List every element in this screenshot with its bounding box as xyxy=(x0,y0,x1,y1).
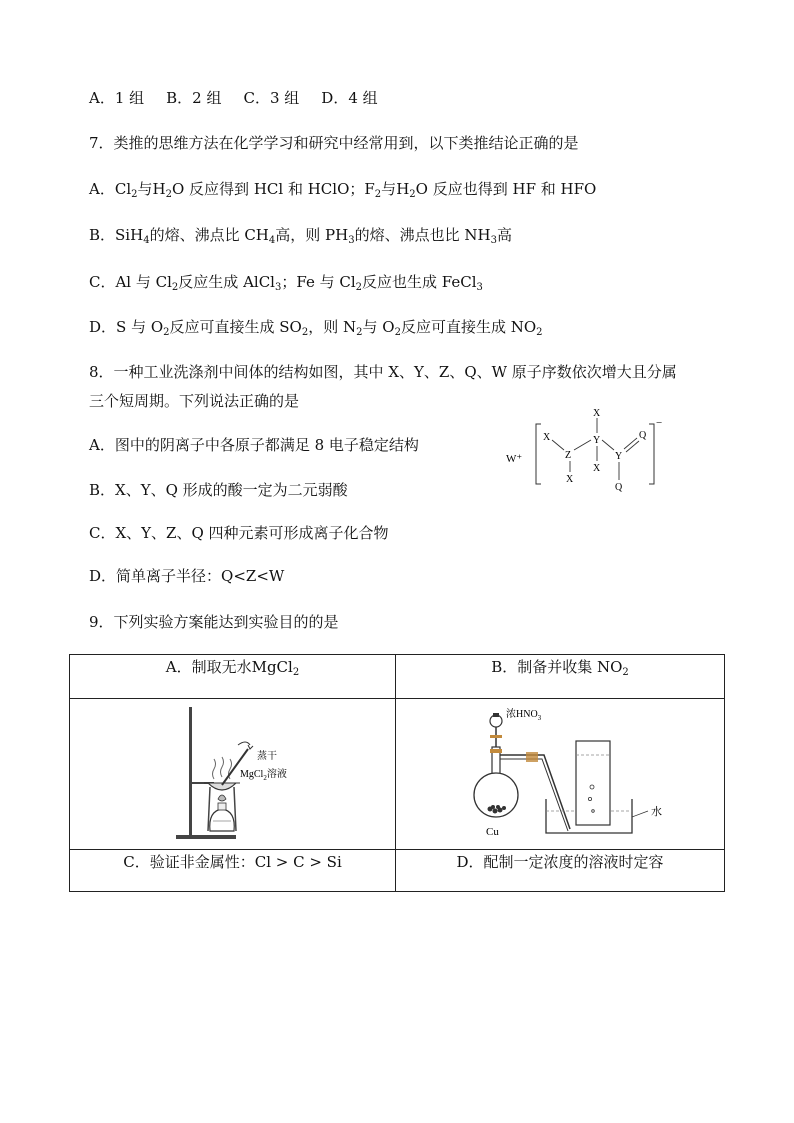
q6-option-b: B．2 组 xyxy=(166,89,222,107)
svg-text:浓HNO3 xyxy=(506,707,542,722)
svg-text:MgCl2溶液 xyxy=(240,767,287,782)
label-solution: 溶液 xyxy=(266,769,287,780)
q8-option-d: D．简单离子半径：Q<Z<W xyxy=(89,567,285,585)
q7-option-d: D．S 与 $O_2$反应可直接生成 $SO_2$，则 $N_2$与 $O_2$反应可直接生成 $NO_2$ xyxy=(89,318,543,338)
q9-cell-a-title: A．制取无水MgCl$_2$ xyxy=(70,655,396,699)
atom-x-below-y: X xyxy=(593,463,601,474)
label-mgcl: MgCl xyxy=(239,769,263,780)
atom-q-bottom: Q xyxy=(615,482,623,493)
label-cu: Cu xyxy=(486,826,499,838)
q8-stem-line1: 8．一种工业洗涤剂中间体的结构如图，其中 X、Y、Z、Q、W 原子序数依次增大且分属 xyxy=(89,363,677,381)
q6-option-a: A．1 组 xyxy=(89,89,145,107)
q7-stem: 7．类推的思维方法在化学学习和研究中经常用到，以下类推结论正确的是 xyxy=(89,134,579,152)
label-hno3-sub: 3 xyxy=(537,714,542,722)
label-water: 水 xyxy=(651,806,662,818)
q9-cell-d-title: D．配制一定浓度的溶液时定容 xyxy=(396,850,725,892)
atom-q-top: Q xyxy=(639,430,647,441)
atom-y-center: Y xyxy=(593,435,601,446)
q9-cell-c-title: C．验证非金属性：Cl > C > Si xyxy=(70,850,396,892)
evaporation-apparatus-figure xyxy=(72,699,394,845)
q9-cell-b-title: B．制备并收集 $NO_2$ xyxy=(396,655,725,699)
q6-option-c: C．3 组 xyxy=(243,89,300,107)
cation-w: W⁺ xyxy=(506,453,523,465)
atom-z: Z xyxy=(565,450,572,461)
atom-y-right: Y xyxy=(615,451,623,462)
q7-option-b: B．SiH$_4$的熔、沸点比 $CH_4$高，则 $PH_3$的熔、沸点也比 $NH_3$高 xyxy=(89,226,512,246)
label-evaporate: 蒸干 xyxy=(256,751,277,762)
q7-option-c: C．Al 与 $Cl_2$反应生成 AlCl$_3$；Fe 与 $Cl_2$反应也生成 FeCl$_3$ xyxy=(89,273,483,293)
q6-option-d: D．4 组 xyxy=(321,89,378,107)
q9-stem: 9．下列实验方案能达到实验目的的是 xyxy=(89,613,339,631)
q7-option-a: A．$Cl_2$与$H_2O$ 反应得到 HCl 和 HClO；$F_2$与$H_2O$ 反应也得到 HF 和 HFO xyxy=(89,180,597,200)
anion-charge: − xyxy=(656,417,663,429)
q9-cell-a-figure xyxy=(70,699,396,850)
q8-option-b: B．X、Y、Q 形成的酸一定为二元弱酸 xyxy=(89,481,348,499)
q8-option-c: C．X、Y、Z、Q 四种元素可形成离子化合物 xyxy=(89,524,389,542)
q6-options xyxy=(89,88,400,108)
label-conc-hno3: 浓HNO xyxy=(506,709,538,720)
q9-experiment-table xyxy=(69,654,725,892)
q9-cell-b-figure xyxy=(396,699,725,850)
q8-structure-diagram xyxy=(503,402,673,502)
label-mgcl-sub: 2 xyxy=(262,774,267,782)
atom-x-top: X xyxy=(593,408,601,419)
q8-stem-line2: 三个短周期。下列说法正确的是 xyxy=(89,392,300,410)
no2-apparatus-figure xyxy=(396,699,724,845)
atom-x-left: X xyxy=(543,432,551,443)
q8-option-a: A．图中的阴离子中各原子都满足 8 电子稳定结构 xyxy=(89,436,419,454)
atom-x-below-z: X xyxy=(566,474,574,485)
